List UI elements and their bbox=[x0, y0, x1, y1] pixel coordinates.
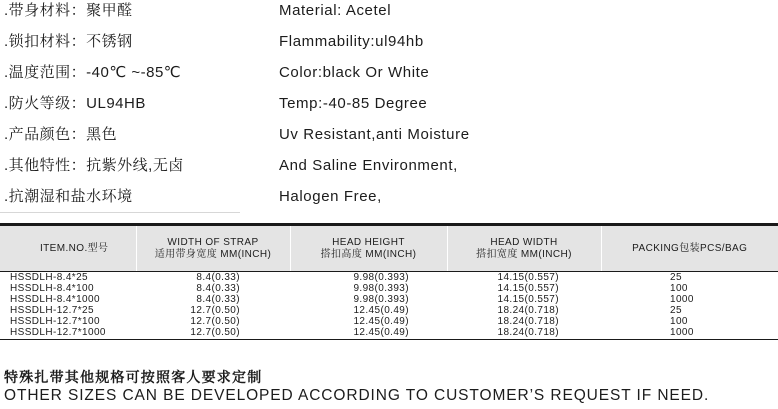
spec-cn-color: .产品颜色：黑色 bbox=[4, 126, 118, 143]
cell-packing: 1000 bbox=[670, 294, 694, 305]
header-head-width bbox=[447, 225, 601, 272]
cell-head-width: 18.24(0.718) bbox=[497, 316, 559, 327]
table-header-row bbox=[0, 225, 778, 272]
spec-cn-material: .带身材料：聚甲醛 bbox=[4, 2, 133, 19]
header-head-width-en: HEAD WIDTH bbox=[490, 236, 558, 248]
header-width-of-strap bbox=[136, 225, 290, 272]
cell-item-no: HSSDLH-8.4*100 bbox=[10, 283, 94, 294]
footer-note-en: OTHER SIZES CAN BE DEVELOPED ACCORDING TO CUSTOMER’S REQUEST IF NEED. bbox=[4, 387, 710, 404]
header-head-height bbox=[290, 225, 447, 272]
table-row bbox=[0, 272, 778, 284]
header-item-no bbox=[0, 225, 136, 272]
spec-table-container bbox=[0, 223, 778, 340]
table-row bbox=[0, 327, 778, 340]
spec-cn-lock-material: .锁扣材料：不锈钢 bbox=[4, 33, 133, 50]
cell-head-height: 12.45(0.49) bbox=[290, 327, 447, 340]
cell-packing: 1000 bbox=[601, 327, 778, 340]
cell-item-no: HSSDLH-8.4*1000 bbox=[10, 294, 100, 305]
cell-width: 8.4(0.33) bbox=[196, 272, 240, 283]
spec-en-saline: And Saline Environment, bbox=[279, 157, 458, 174]
header-head-height-en: HEAD HEIGHT bbox=[332, 236, 405, 248]
header-packing bbox=[601, 225, 778, 272]
cell-head-height: 12.45(0.49) bbox=[353, 305, 409, 316]
table-row bbox=[0, 305, 778, 316]
cell-head-height: 12.45(0.49) bbox=[353, 316, 409, 327]
spec-en-halogen-free: Halogen Free, bbox=[279, 188, 382, 205]
cell-head-width: 14.15(0.557) bbox=[497, 283, 559, 294]
cell-packing: 25 bbox=[670, 305, 682, 316]
cell-width: 12.7(0.50) bbox=[190, 305, 240, 316]
spec-en-material: Material: Acetel bbox=[279, 2, 392, 19]
cell-width: 12.7(0.50) bbox=[136, 327, 290, 340]
cell-width: 12.7(0.50) bbox=[190, 316, 240, 327]
header-packing-label: PACKING包装PCS/BAG bbox=[632, 242, 748, 254]
header-width-en: WIDTH OF STRAP bbox=[167, 236, 259, 248]
cell-item-no: HSSDLH-8.4*25 bbox=[10, 272, 89, 283]
table-row bbox=[0, 294, 778, 305]
spec-cn-fire-rating: .防火等级：UL94HB bbox=[4, 95, 146, 112]
spec-table bbox=[0, 223, 778, 340]
spec-cn-other-features: .其他特性：抗紫外线,无卤 bbox=[4, 157, 184, 174]
cell-item-no: HSSDLH-12.7*1000 bbox=[0, 327, 136, 340]
cell-width: 8.4(0.33) bbox=[196, 294, 240, 305]
cell-item-no: HSSDLH-12.7*100 bbox=[10, 316, 100, 327]
header-item-no-label: ITEM.NO.型号 bbox=[40, 242, 109, 254]
divider bbox=[0, 212, 240, 213]
cell-packing: 100 bbox=[670, 283, 688, 294]
spec-cn-moisture: .抗潮湿和盐水环境 bbox=[4, 188, 133, 205]
footer-note-cn: 特殊扎带其他规格可按照客人要求定制 bbox=[4, 369, 263, 385]
cell-packing: 100 bbox=[670, 316, 688, 327]
table-row bbox=[0, 316, 778, 327]
cell-head-width: 14.15(0.557) bbox=[497, 272, 559, 283]
header-width-cn: 适用带身宽度 MM(INCH) bbox=[154, 248, 272, 260]
spec-en-color: Color:black Or White bbox=[279, 64, 430, 81]
spec-cn-temperature: .温度范围：-40℃ ~-85℃ bbox=[4, 64, 182, 81]
cell-item-no: HSSDLH-12.7*25 bbox=[10, 305, 94, 316]
cell-head-width: 18.24(0.718) bbox=[447, 327, 601, 340]
cell-width: 8.4(0.33) bbox=[196, 283, 240, 294]
cell-head-height: 9.98(0.393) bbox=[353, 272, 409, 283]
header-head-width-cn: 搭扣宽度 MM(INCH) bbox=[476, 248, 572, 260]
spec-en-temperature: Temp:-40-85 Degree bbox=[279, 95, 428, 112]
spec-en-flammability: Flammability:ul94hb bbox=[279, 33, 424, 50]
cell-head-height: 9.98(0.393) bbox=[353, 294, 409, 305]
header-head-height-cn: 搭扣高度 MM(INCH) bbox=[320, 248, 417, 260]
cell-head-height: 9.98(0.393) bbox=[353, 283, 409, 294]
table-row bbox=[0, 283, 778, 294]
cell-head-width: 18.24(0.718) bbox=[497, 305, 559, 316]
cell-packing: 25 bbox=[670, 272, 682, 283]
spec-en-uv-resistant: Uv Resistant,anti Moisture bbox=[279, 126, 470, 143]
cell-head-width: 14.15(0.557) bbox=[497, 294, 559, 305]
